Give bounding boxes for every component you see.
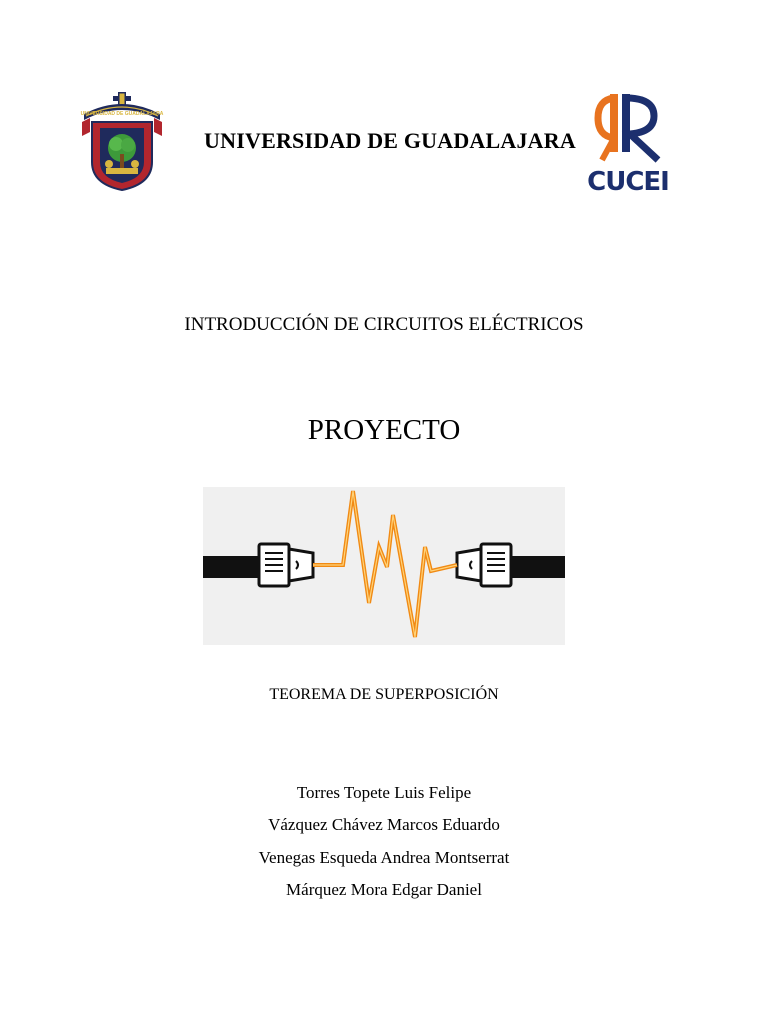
authors-list (0, 782, 768, 911)
course-title: INTRODUCCIÓN DE CIRCUITOS ELÉCTRICOS (184, 314, 584, 335)
cable-spark-illustration (203, 487, 565, 645)
cucei-logo-icon (587, 90, 669, 197)
author-name: Torres Topete Luis Felipe (296, 783, 472, 802)
svg-text:CUCEI: CUCEI (587, 167, 669, 197)
author-name: Márquez Mora Edgar Daniel (286, 879, 482, 899)
author-name: Vázquez Chávez Marcos Eduardo (268, 815, 500, 835)
svg-text:UNIVERSIDAD DE GUADALAJARA: UNIVERSIDAD DE GUADALAJARA (80, 111, 164, 117)
university-name: UNIVERSIDAD DE GUADALAJARA (204, 128, 576, 153)
author-name: Venegas Esqueda Andrea Montserrat (258, 847, 510, 867)
topic-title: TEOREMA DE SUPERPOSICIÓN (269, 686, 499, 703)
university-seal-icon (80, 92, 164, 192)
document-type: PROYECTO (307, 414, 461, 446)
